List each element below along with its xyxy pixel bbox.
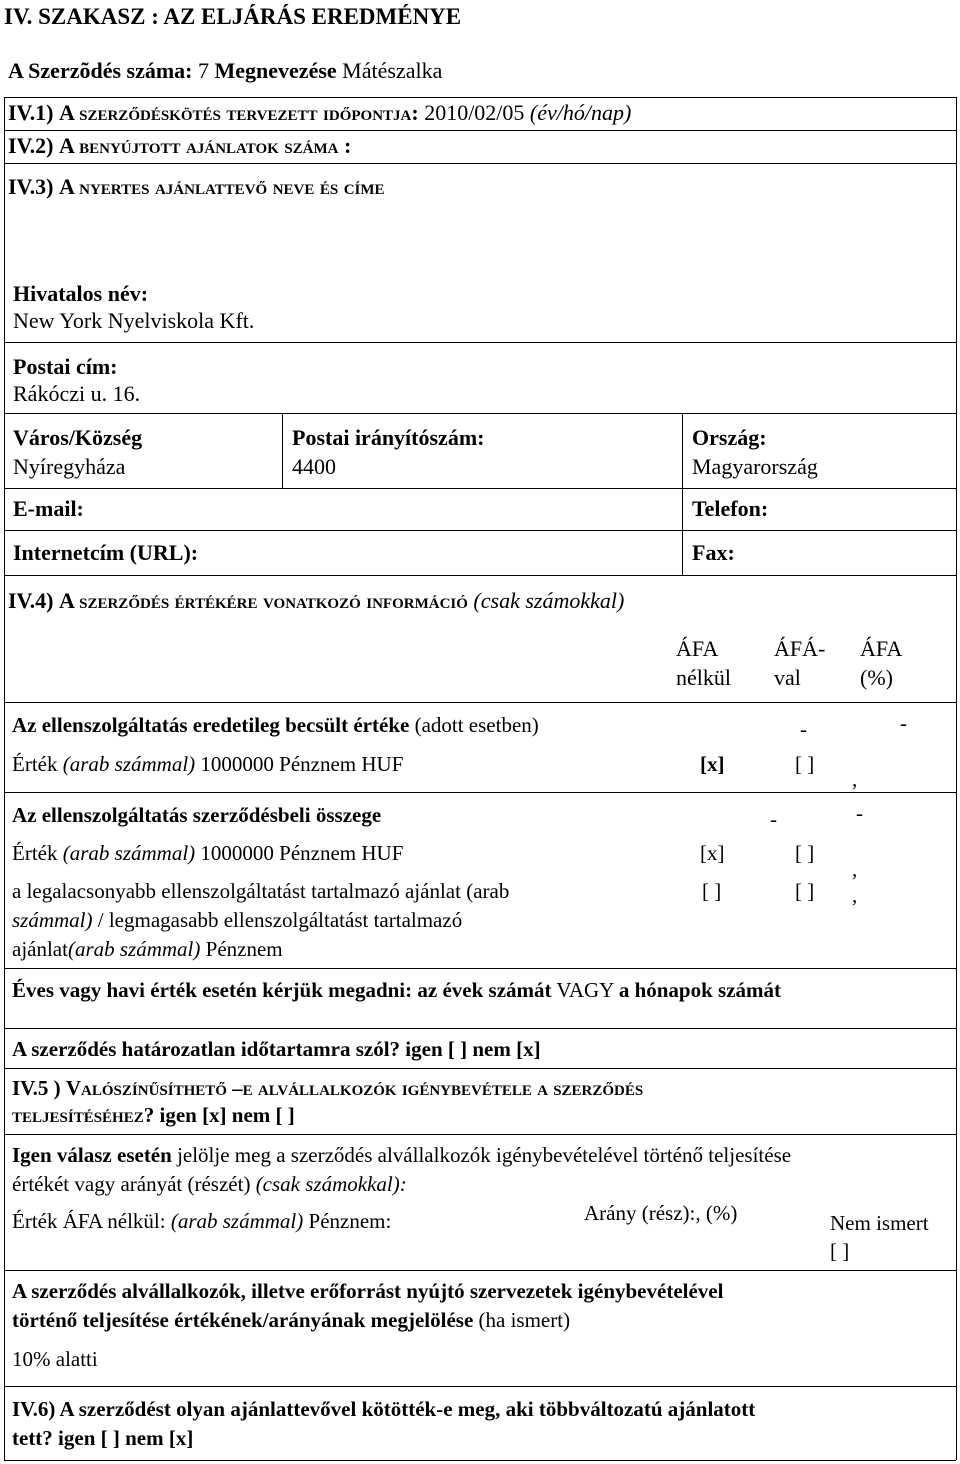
divider (4, 1386, 956, 1387)
iv4-heading (8, 589, 624, 613)
fax-label: Fax: (692, 540, 735, 565)
iv5-yes-label: Igen válasz esetén (12, 1143, 172, 1167)
arab-note: (arab számmal) (170, 1209, 304, 1233)
estimated-value-note: (adott esetben) (414, 713, 539, 737)
zip-label: Postai irányítószám: (292, 425, 485, 450)
iv4-number: IV.4) (8, 588, 54, 613)
arab-note: (arab számmal) (62, 752, 196, 776)
estimated-value-row (12, 714, 539, 737)
divider (4, 530, 956, 531)
dash: - (856, 801, 863, 825)
zip: 4400 (292, 454, 336, 479)
col-vat-pct-1: ÁFA (860, 636, 903, 661)
checkbox-no-vat: [x] (700, 841, 725, 865)
official-name-label: Hivatalos név: (13, 281, 149, 306)
indefinite-term: A szerződés határozatlan időtartamra szól? igen [ ] nem [x] (12, 1037, 541, 1061)
iv5-value-label: Érték ÁFA nélkül: (12, 1209, 166, 1233)
dash: - (770, 807, 777, 831)
currency-label: Pénznem: (308, 1209, 392, 1233)
name-value: Mátészalka (342, 58, 443, 83)
divider (4, 1028, 956, 1029)
iv5-value-row (12, 1210, 391, 1233)
iv1-format: (év/hó/nap) (529, 100, 632, 125)
divider (4, 1068, 956, 1069)
iv1-row (8, 101, 631, 125)
frame-left (4, 97, 5, 1460)
frame-top (4, 97, 956, 98)
divider (4, 702, 956, 703)
value-label: Érték (12, 841, 58, 865)
iv3-row (8, 175, 385, 199)
contract-number: 7 (198, 58, 210, 83)
email-label: E-mail: (13, 496, 84, 521)
iv4-note: (csak számokkal) (473, 588, 625, 613)
currency: HUF (361, 841, 404, 865)
subcontractor-line2 (12, 1309, 570, 1332)
iv5-number: IV.5 ) (12, 1076, 61, 1100)
contract-sum-label: Az ellenszolgáltatás szerződésbeli összege (12, 803, 382, 827)
checkbox-no-vat: [ ] (702, 879, 722, 903)
currency: HUF (361, 752, 404, 776)
official-name: New York Nyelviskola Kft. (13, 308, 255, 333)
iv5-label-cont: teljesítéséhez? (12, 1103, 155, 1127)
frame-bottom (4, 1460, 956, 1461)
iv5-value-text: értékét vagy arányát (részét) (12, 1172, 251, 1196)
section-title: IV. SZAKASZ : AZ ELJÁRÁS EREDMÉNYE (4, 4, 462, 29)
country-label: Ország: (692, 425, 767, 450)
iv1-label: A szerződéskötés tervezett időpontja: (58, 100, 419, 125)
yearly-or: VAGY (556, 978, 614, 1002)
divider (4, 488, 956, 489)
iv3-number: IV.3) (8, 174, 54, 199)
iv3-label: A nyertes ajánlattevő neve és címe (58, 174, 385, 199)
value-row (12, 753, 403, 776)
checkbox-no-vat: [x] (700, 752, 725, 776)
comma: , (852, 767, 858, 791)
divider (4, 163, 956, 164)
comma: , (852, 857, 858, 881)
subcontractor-text: történő teljesítése értékének/arányának megjelölése (12, 1308, 474, 1332)
subcontractor-percent: 10% alatti (12, 1347, 98, 1371)
lowest-offer-line1: a legalacsonyabb ellenszolgáltatást tartalmazó ajánlat (arab (12, 879, 510, 903)
iv6-line1: IV.6) A szerződést olyan ajánlattevővel kötötték-e meg, aki többváltozatú ajánlatott (12, 1397, 756, 1421)
amount: 1000000 (200, 841, 274, 865)
subcontractor-note: (ha ismert) (478, 1308, 571, 1332)
divider (4, 792, 956, 793)
iv1-date: 2010/02/05 (424, 100, 525, 125)
frame-right (956, 97, 957, 1460)
iv5-para2 (12, 1173, 407, 1196)
divider (282, 413, 283, 488)
iv5-para1 (12, 1144, 791, 1167)
yearly-text: Éves vagy havi érték esetén kérjük megadni: az évek számát (12, 978, 552, 1002)
arab-note: (arab számmal) (62, 841, 196, 865)
divider (4, 342, 956, 343)
url-label: Internetcím (URL): (13, 540, 199, 565)
currency-label: Pénznem (279, 752, 357, 776)
iv4-label: A szerződés értékére vonatkozó információ (58, 588, 468, 613)
iv2-number: IV.2) (8, 133, 54, 158)
iv5-yes-text: jelölje meg a szerződés alvállalkozók igénybevételével történő teljesítése (177, 1143, 792, 1167)
offer-text: ajánlat (12, 937, 68, 961)
postal-label: Postai cím: (13, 354, 118, 379)
col-vat-pct-2: (%) (860, 665, 893, 690)
checkbox-with-vat: [ ] (795, 752, 815, 776)
amount: 1000000 (200, 752, 274, 776)
arab-note: (arab számmal) (67, 937, 201, 961)
currency-label: Pénznem (205, 937, 283, 961)
divider (4, 968, 956, 969)
ratio-label: Arány (rész):, (%) (584, 1201, 738, 1225)
currency-label: Pénznem (279, 841, 357, 865)
yearly-row (12, 979, 781, 1002)
iv6-line2: tett? igen [ ] nem [x] (12, 1426, 194, 1450)
divider (4, 575, 956, 576)
arab-note: számmal) (12, 908, 93, 932)
col-with-vat-2: val (774, 665, 801, 690)
iv5-label: Valószínűsíthető –e alvállalkozók igénybevétele a szerződés (65, 1076, 644, 1100)
postal-address: Rákóczi u. 16. (13, 381, 141, 406)
divider (4, 130, 956, 131)
city-label: Város/Község (13, 425, 143, 450)
comma: , (852, 883, 858, 907)
checkbox-with-vat: [ ] (795, 879, 815, 903)
divider (4, 413, 956, 414)
unknown-label: Nem ismert (830, 1211, 929, 1235)
divider (4, 1134, 956, 1135)
contract-label: A Szerzõdés száma: (8, 58, 193, 83)
iv5-numbers-note: (csak számokkal): (255, 1172, 407, 1196)
lowest-offer-line2 (12, 909, 462, 932)
col-no-vat-1: ÁFA (676, 636, 719, 661)
col-with-vat-1: ÁFÁ- (774, 636, 826, 661)
yearly-end: a hónapok számát (618, 978, 782, 1002)
country: Magyarország (692, 454, 818, 479)
iv5-line2 (12, 1104, 295, 1127)
contract-line (8, 59, 442, 83)
estimated-value-label: Az ellenszolgáltatás eredetileg becsült értéke (12, 713, 410, 737)
iv1-number: IV.1) (8, 100, 54, 125)
iv5-line1 (12, 1077, 643, 1100)
highest-offer-text: / legmagasabb ellenszolgáltatást tartalmazó (97, 908, 463, 932)
iv5-answer: igen [x] nem [ ] (159, 1103, 295, 1127)
checkbox-with-vat: [ ] (795, 841, 815, 865)
phone-label: Telefon: (692, 496, 769, 521)
unknown-checkbox: [ ] (830, 1239, 850, 1263)
name-label: Megnevezése (214, 58, 337, 83)
subcontractor-line1: A szerződés alvállalkozók, illetve erőforrást nyújtó szervezetek igénybevételével (12, 1279, 724, 1303)
iv2-label: A benyújtott ajánlatok száma : (58, 133, 352, 158)
dash: - (900, 711, 907, 735)
col-no-vat-2: nélkül (676, 665, 731, 690)
city: Nyíregyháza (13, 454, 126, 479)
lowest-offer-line3 (12, 938, 283, 961)
divider (682, 413, 683, 575)
iv2-row (8, 134, 351, 158)
value-label: Érték (12, 752, 58, 776)
divider (4, 1270, 956, 1271)
value-row (12, 842, 403, 865)
dash: - (800, 717, 807, 741)
